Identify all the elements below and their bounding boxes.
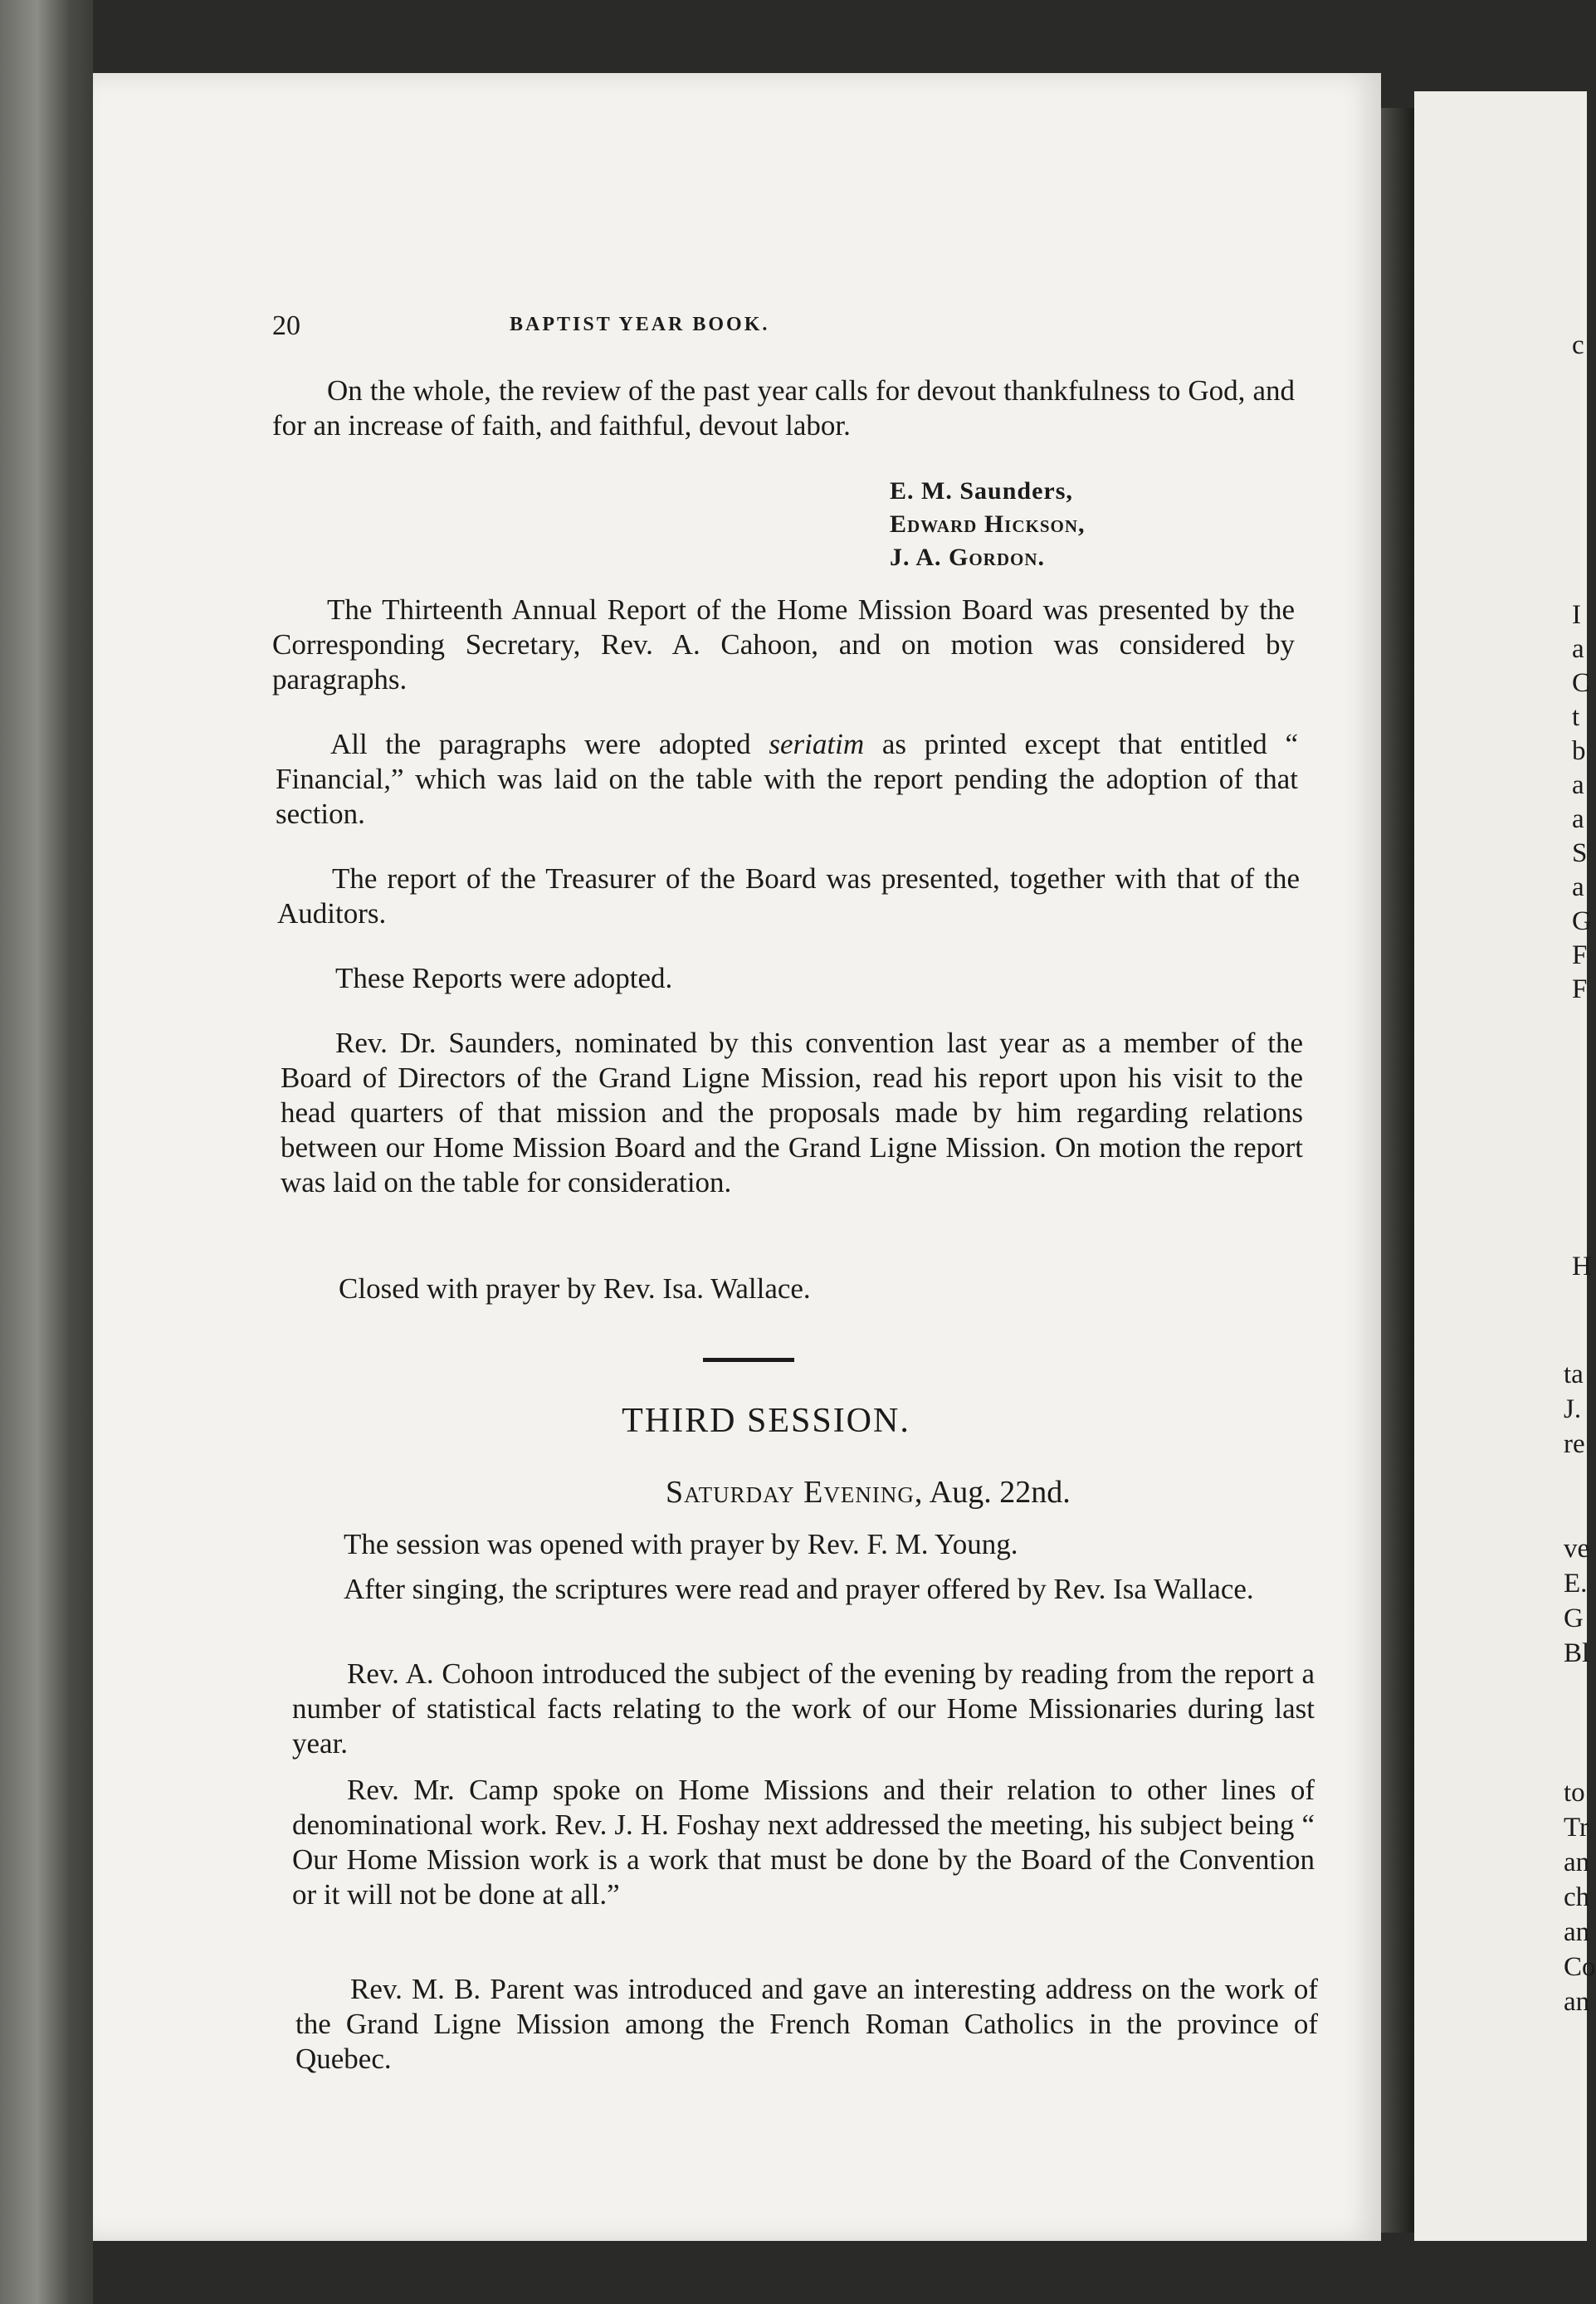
session-date (666, 1474, 1071, 1511)
facing-fragment: S (1572, 838, 1588, 868)
book-page (93, 73, 1381, 2241)
signature-block (890, 475, 1222, 574)
session-title: THIRD SESSION. (622, 1402, 910, 1440)
facing-fragment: an (1564, 1917, 1590, 1947)
facing-page (1414, 91, 1596, 2241)
running-head: BAPTIST YEAR BOOK. (510, 314, 770, 335)
signature-gordon: J. A. Gordon. (890, 544, 1046, 571)
paragraph-seriatim (276, 727, 1298, 832)
paragraph-annual-report: The Thirteenth Annual Report of the Home Mission Board was presented by the Corresponding Secretary, Rev. A. Cahoon, and on motion was considered by paragraphs. (272, 593, 1295, 696)
facing-fragment: a (1572, 804, 1584, 834)
paragraph-session-opened: The session was opened with prayer by Rev. F. M. Young. (344, 1528, 1018, 1560)
facing-fragment: to (1564, 1778, 1585, 1808)
facing-fragment: a (1572, 634, 1584, 664)
paragraph-camp-foshay: Rev. Mr. Camp spoke on Home Missions and their relation to other lines of denominational work. Rev. J. H. Foshay next addressed the meeting, his subject being “ Our Home Mission work is a work that must be done by the Board of the Convention or it will not be done at all.” (292, 1774, 1315, 1911)
facing-fragment: I (1572, 600, 1581, 630)
facing-fragment: E. (1564, 1569, 1588, 1599)
facing-fragment: t (1572, 702, 1580, 732)
session-date-value: Aug. 22nd. (929, 1475, 1071, 1510)
book-gutter (1381, 108, 1414, 2233)
facing-fragment: G (1572, 906, 1592, 936)
facing-fragment: ta (1564, 1359, 1584, 1389)
facing-fragment: a (1572, 872, 1584, 902)
facing-fragment: C (1572, 668, 1591, 698)
signature-hickson: Edward Hickson, (890, 510, 1086, 538)
paragraph-cohoon: Rev. A. Cohoon introduced the subject of the evening by reading from the report a number of statistical facts relating to the work of our Home Missionaries during last year. (292, 1657, 1315, 1760)
paragraph-singing: After singing, the scriptures were read and prayer offered by Rev. Isa Wallace. (344, 1573, 1254, 1605)
signature-saunders: E. M. Saunders, (890, 477, 1073, 505)
facing-fragment: b (1572, 736, 1586, 766)
facing-fragment: Bl (1564, 1638, 1590, 1668)
scan-left-edge (0, 0, 93, 2304)
facing-fragment: G (1564, 1604, 1584, 1633)
facing-fragment: H (1572, 1252, 1592, 1281)
paragraph-saunders-report: Rev. Dr. Saunders, nominated by this convention last year as a member of the Board of Directors of the Grand Ligne Mission, read his report upon his visit to the head quarters of that mission and the proposals made by him regarding relations between our Home Mission Board and the Grand Ligne Mission. On motion the report was laid on the table for consideration. (281, 1027, 1303, 1198)
paragraph-adopted: These Reports were adopted. (335, 962, 673, 994)
paragraph-review: On the whole, the review of the past year calls for devout thankfulness to God, and for an increase of faith, and faithful, devout labor. (272, 374, 1295, 442)
paragraph-seriatim-start: All the paragraphs were adopted (330, 728, 769, 760)
paragraph-seriatim-italic: seriatim (769, 728, 865, 760)
paragraph-seriatim-end: as printed except that entitled “ Financial,” which was laid on the table with the report pending the adoption of that section. (276, 728, 1299, 830)
page-header (272, 310, 1102, 347)
facing-fragment: ve (1564, 1534, 1590, 1564)
facing-fragment: an (1564, 1987, 1590, 2017)
facing-fragment: F (1572, 940, 1588, 970)
facing-fragment: J. (1564, 1394, 1582, 1424)
session-day: Saturday Evening, (666, 1475, 924, 1510)
facing-fragment: ch (1564, 1882, 1590, 1912)
facing-fragment: c (1572, 330, 1584, 360)
facing-fragment: re (1564, 1429, 1585, 1459)
facing-fragment: a (1572, 770, 1584, 800)
facing-fragment: an (1564, 1848, 1590, 1877)
page-number: 20 (272, 310, 300, 341)
paragraph-parent: Rev. M. B. Parent was introduced and gave an interesting address on the work of the Grand Ligne Mission among the French Roman Catholics in the province of Quebec. (295, 1973, 1318, 2075)
facing-fragment: F (1572, 974, 1588, 1004)
facing-fragment: Co (1564, 1952, 1596, 1982)
section-divider (703, 1358, 794, 1362)
facing-fragment: Tr (1564, 1813, 1589, 1843)
paragraph-closed-prayer: Closed with prayer by Rev. Isa. Wallace. (339, 1272, 811, 1305)
paragraph-treasurer: The report of the Treasurer of the Board was presented, together with that of the Auditors. (277, 862, 1300, 930)
